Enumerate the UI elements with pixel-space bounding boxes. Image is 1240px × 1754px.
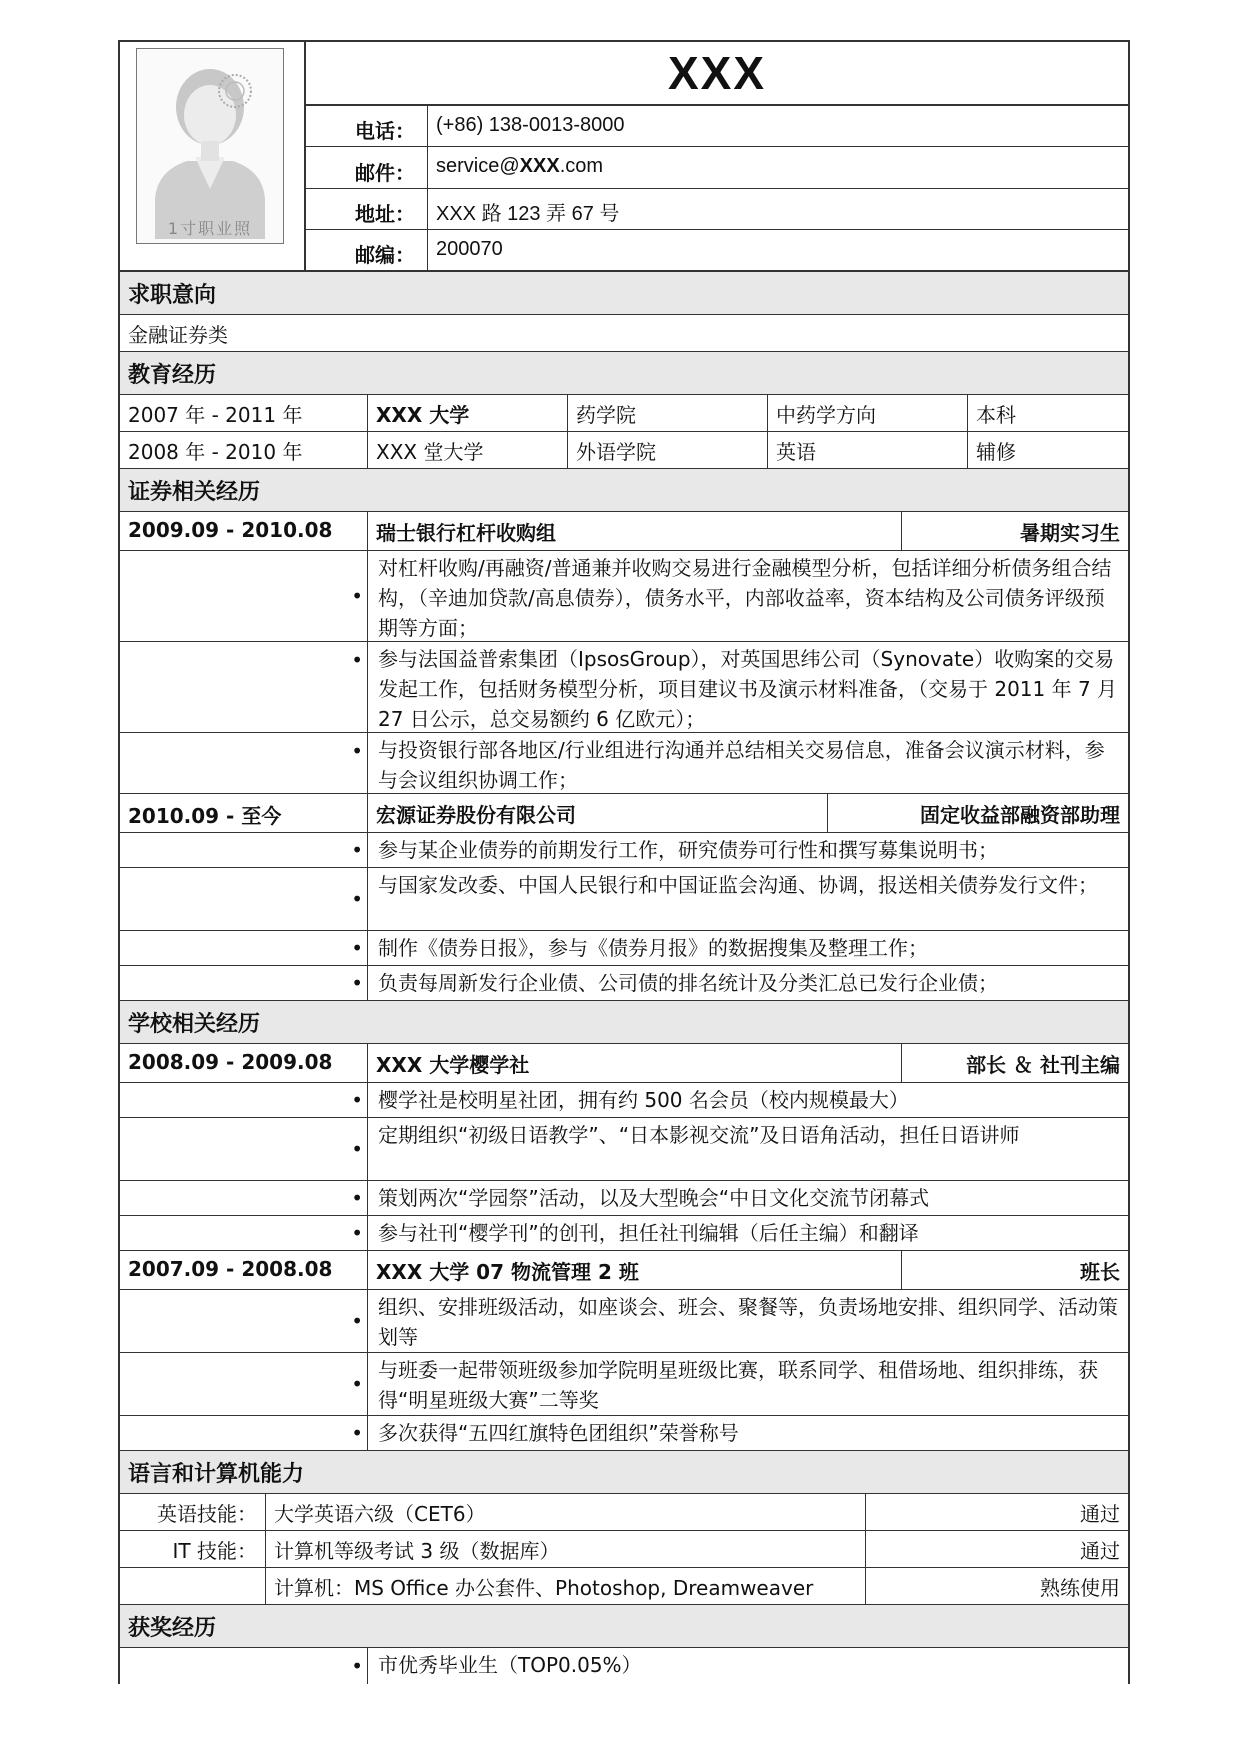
- bullet-text: 参与社刊“樱学刊”的创刊，担任社刊编辑（后任主编）和翻译: [378, 1221, 919, 1245]
- bullet-text: 市优秀毕业生（TOP0.05%）: [378, 1653, 642, 1677]
- job-role: 固定收益部融资部助理: [920, 802, 1120, 827]
- list-item: [120, 551, 1128, 642]
- skill-level: 熟练使用: [1040, 1575, 1120, 1600]
- job-header: [120, 512, 1128, 551]
- edu-school: XXX 堂大学: [368, 432, 568, 468]
- bullet-text: 参与某企业债券的前期发行工作，研究债券可行性和撰写募集说明书；: [378, 838, 998, 862]
- bullet-marker: •: [120, 1648, 368, 1684]
- bullet-marker: •: [120, 966, 368, 1000]
- edu-major: 中药学方向: [768, 395, 968, 431]
- job-role: 班长: [1080, 1259, 1120, 1284]
- education-table: [120, 395, 1128, 469]
- job-header: [120, 1251, 1128, 1290]
- section-title-skills: 语言和计算机能力: [120, 1451, 1128, 1494]
- bullet-text: 参与法国益普索集团（IpsosGroup），对英国思纬公司（Synovate）收购案的交易发起工作，包括财务模型分析，项目建议书及演示材料准备，（交易于 2011 年 7 月 27 日公示，总交易额约 6 亿欧元）；: [378, 647, 1118, 731]
- table-row: [120, 1531, 1128, 1568]
- bullet-text: 与班委一起带领班级参加学院明星班级比赛，联系同学、租借场地、组织排练，获得“明星班级大赛”二等奖: [378, 1358, 1098, 1412]
- skill-category: IT 技能：: [120, 1531, 266, 1567]
- edu-degree: 本科: [976, 402, 1016, 427]
- section-title-awards: 获奖经历: [120, 1605, 1128, 1648]
- info-label: 邮件：: [306, 147, 428, 187]
- photo-cell: [120, 42, 306, 270]
- skill-level: 通过: [1080, 1501, 1120, 1526]
- info-row-postcode: [306, 230, 1128, 270]
- list-item: [120, 868, 1128, 931]
- edu-degree: 辅修: [976, 439, 1016, 464]
- email-value[interactable]: service@XXX.com: [436, 155, 604, 178]
- list-item: [120, 1416, 1128, 1451]
- person-silhouette-icon: [137, 49, 283, 243]
- job-period: 2010.09 - 至今: [120, 794, 368, 832]
- bullet-marker: •: [120, 1216, 368, 1250]
- info-row-email: [306, 147, 1128, 188]
- info-label: 电话：: [306, 106, 428, 146]
- bullet-marker: •: [120, 1290, 368, 1352]
- bullet-marker: •: [120, 733, 368, 793]
- resume-header: [120, 42, 1128, 272]
- info-row-phone: [306, 106, 1128, 147]
- job-role: 暑期实习生: [1020, 520, 1120, 545]
- skills-table: [120, 1494, 1128, 1605]
- resume-sheet: [118, 40, 1130, 1684]
- section-title-education: 教育经历: [120, 352, 1128, 395]
- section-title-school: 学校相关经历: [120, 1001, 1128, 1044]
- list-item: [120, 931, 1128, 966]
- table-row: [120, 1568, 1128, 1605]
- bullet-marker: •: [120, 1416, 368, 1450]
- job-role: 部长 ＆ 社刊主编: [966, 1052, 1120, 1077]
- bullet-marker: •: [120, 1083, 368, 1117]
- bullet-marker: •: [120, 1353, 368, 1415]
- skill-level: 通过: [1080, 1538, 1120, 1563]
- job-organization: XXX 大学 07 物流管理 2 班: [368, 1251, 902, 1289]
- bullet-marker: •: [120, 1118, 368, 1180]
- list-item: [120, 1216, 1128, 1251]
- candidate-name: XXX: [306, 42, 1128, 106]
- skill-detail: 计算机：MS Office 办公套件、Photoshop, Dreamweaver: [266, 1568, 866, 1604]
- info-row-address: [306, 189, 1128, 230]
- table-row: [120, 432, 1128, 469]
- bullet-text: 组织、安排班级活动，如座谈会、班会、聚餐等，负责场地安排、组织同学、活动策划等: [378, 1295, 1118, 1349]
- postcode-value: 200070: [436, 237, 503, 260]
- bullet-text: 与投资银行部各地区/行业组进行沟通并总结相关交易信息，准备会议演示材料，参与会议组织协调工作；: [378, 738, 1105, 792]
- job-header: [120, 794, 1128, 833]
- list-item: [120, 1181, 1128, 1216]
- edu-college: 药学院: [568, 395, 768, 431]
- bullet-text: 樱学社是校明星社团，拥有约 500 名会员（校内规模最大）: [378, 1088, 909, 1112]
- bullet-marker: •: [120, 868, 368, 930]
- job-period: 2009.09 - 2010.08: [120, 512, 368, 550]
- table-row: [120, 1494, 1128, 1531]
- section-title-objective: 求职意向: [120, 272, 1128, 315]
- list-item: [120, 1083, 1128, 1118]
- skill-category: 英语技能：: [120, 1494, 266, 1530]
- skill-category: [120, 1568, 266, 1604]
- job-period: 2008.09 - 2009.08: [120, 1044, 368, 1082]
- job-organization: 瑞士银行杠杆收购组: [368, 512, 902, 550]
- job-header: [120, 1044, 1128, 1083]
- list-item: [120, 1290, 1128, 1353]
- photo-caption: 1寸职业照: [167, 219, 253, 238]
- info-label: 邮编：: [306, 230, 428, 270]
- job-organization: 宏源证券股份有限公司: [368, 794, 828, 832]
- bullet-text: 多次获得“五四红旗特色团组织”荣誉称号: [378, 1421, 739, 1445]
- table-row: [120, 395, 1128, 432]
- list-item: [120, 733, 1128, 794]
- list-item: [120, 642, 1128, 733]
- info-label: 地址：: [306, 189, 428, 229]
- edu-period: 2008 年 - 2010 年: [120, 432, 368, 468]
- bullet-marker: •: [120, 833, 368, 867]
- skill-detail: 大学英语六级（CET6）: [266, 1494, 866, 1530]
- skill-detail: 计算机等级考试 3 级（数据库）: [266, 1531, 866, 1567]
- edu-major: 英语: [768, 432, 968, 468]
- bullet-marker: •: [120, 642, 368, 732]
- list-item: [120, 966, 1128, 1001]
- list-item: [120, 1648, 1128, 1684]
- job-organization: XXX 大学樱学社: [368, 1044, 902, 1082]
- bullet-marker: •: [120, 1181, 368, 1215]
- phone-value: (+86) 138-0013-8000: [436, 114, 625, 136]
- section-title-securities: 证券相关经历: [120, 469, 1128, 512]
- bullet-text: 制作《债券日报》，参与《债券月报》的数据搜集及整理工作；: [378, 936, 928, 960]
- bullet-marker: •: [120, 551, 368, 641]
- bullet-text: 与国家发改委、中国人民银行和中国证监会沟通、协调，报送相关债券发行文件；: [378, 873, 1098, 897]
- bullet-text: 对杠杆收购/再融资/普通兼并收购交易进行金融模型分析，包括详细分析债务组合结构，（辛迪加贷款/高息债券），债务水平，内部收益率，资本结构及公司债务评级预期等方面；: [378, 556, 1112, 640]
- bullet-marker: •: [120, 931, 368, 965]
- address-value: XXX 路 123 弄 67 号: [436, 202, 620, 225]
- edu-school: XXX 大学: [368, 395, 568, 431]
- objective-value: 金融证券类: [120, 315, 1128, 352]
- list-item: [120, 833, 1128, 868]
- list-item: [120, 1353, 1128, 1416]
- job-period: 2007.09 - 2008.08: [120, 1251, 368, 1289]
- bullet-text: 负责每周新发行企业债、公司债的排名统计及分类汇总已发行企业债；: [378, 971, 998, 995]
- edu-college: 外语学院: [568, 432, 768, 468]
- profile-photo: [136, 48, 284, 244]
- list-item: [120, 1118, 1128, 1181]
- bullet-text: 策划两次“学园祭”活动，以及大型晚会“中日文化交流节闭幕式: [378, 1186, 930, 1210]
- bullet-text: 定期组织“初级日语教学”、“日本影视交流”及日语角活动，担任日语讲师: [378, 1123, 1020, 1147]
- edu-period: 2007 年 - 2011 年: [120, 395, 368, 431]
- header-info: [306, 42, 1128, 270]
